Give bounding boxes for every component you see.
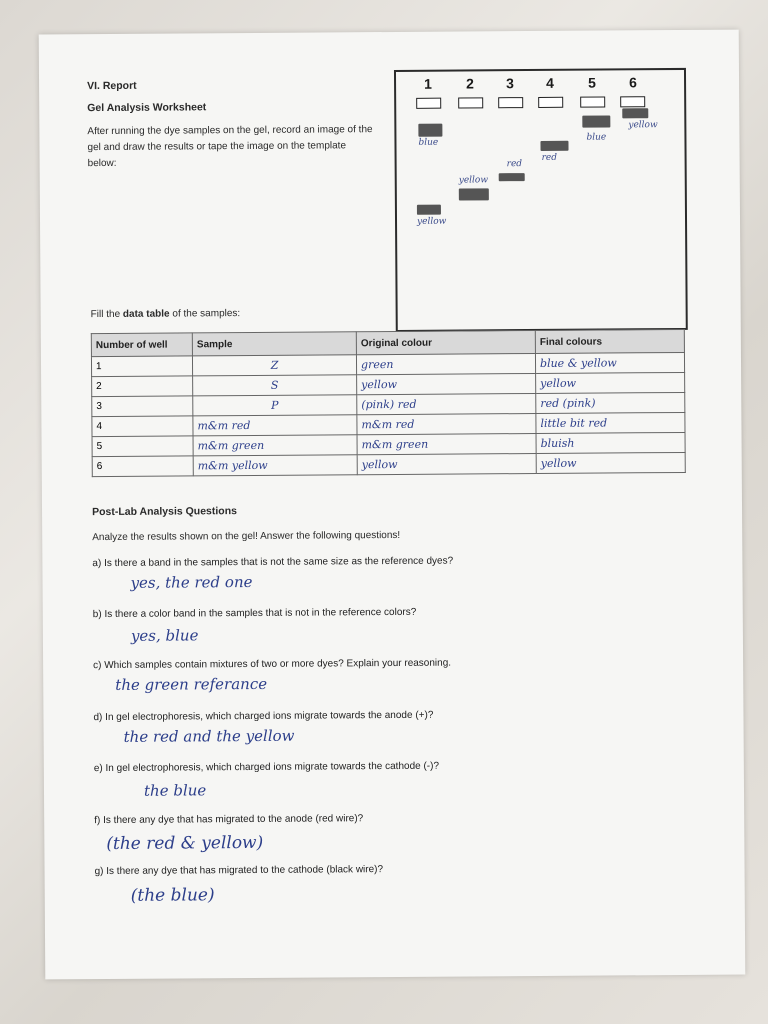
lane-number: 4	[546, 74, 554, 91]
gel-band	[622, 108, 648, 118]
well-number: 3	[92, 396, 193, 417]
final-colour-cell: yellow	[536, 452, 685, 473]
sample-cell: m&m green	[193, 435, 357, 456]
band-label: yellow	[416, 216, 447, 227]
table-intro-bold: data table	[122, 308, 170, 320]
question-f: f) Is there any dye that has migrated to the anode (red wire)?	[94, 813, 364, 827]
lane-number: 3	[506, 75, 514, 92]
table-intro	[91, 308, 241, 320]
original-colour-cell: yellow	[357, 373, 536, 394]
sample-cell: m&m red	[193, 415, 357, 436]
answer-c: the green referance	[115, 674, 268, 694]
sample-cell: P	[193, 395, 357, 416]
column-header: Sample	[192, 332, 356, 356]
lane-number: 1	[424, 75, 432, 92]
gel-band	[459, 188, 489, 200]
instructions: After running the dye samples on the gel, record an image of the gel and draw the results or tape the image on the template below:	[87, 124, 373, 170]
answer-f: (the red & yellow)	[106, 832, 264, 855]
gel-band	[499, 173, 525, 181]
answer-e: the blue	[143, 781, 207, 800]
question-e: e) In gel electrophoresis, which charged ions migrate towards the cathode (-)?	[93, 760, 440, 775]
band-label: red	[506, 159, 523, 170]
data-table	[91, 329, 686, 477]
lane-number: 2	[466, 75, 474, 92]
post-lab-title: Post-Lab Analysis Questions	[92, 505, 237, 519]
gel-well	[458, 97, 483, 108]
original-colour-cell: m&m red	[357, 413, 536, 434]
well-number: 2	[92, 376, 193, 397]
answer-b: yes, blue	[130, 626, 199, 645]
worksheet-page	[39, 30, 746, 980]
band-label: yellow	[628, 120, 658, 131]
column-header: Final colours	[535, 329, 684, 353]
final-colour-cell: little bit red	[536, 412, 685, 433]
well-number: 1	[91, 356, 192, 377]
gel-well	[416, 98, 441, 109]
well-number: 6	[92, 456, 193, 477]
sample-cell: Z	[192, 355, 356, 376]
column-header: Number of well	[91, 333, 192, 357]
answer-a: yes, the red one	[130, 572, 253, 592]
final-colour-cell: yellow	[536, 372, 685, 393]
lane-number: 5	[588, 74, 596, 91]
question-b: b) Is there a color band in the samples that is not in the reference colors?	[92, 606, 417, 621]
gel-well	[580, 97, 605, 108]
table-row	[92, 452, 685, 476]
final-colour-cell: red (pink)	[536, 392, 685, 413]
gel-band	[418, 124, 442, 137]
gel-well	[498, 97, 523, 108]
sample-cell: S	[193, 375, 357, 396]
well-number: 4	[92, 416, 193, 437]
band-label: red	[541, 152, 558, 163]
answer-g: (the blue)	[130, 885, 215, 906]
original-colour-cell: green	[356, 353, 535, 374]
table-intro-suffix: of the samples:	[169, 308, 241, 320]
original-colour-cell: (pink) red	[357, 393, 536, 414]
worksheet-title: Gel Analysis Worksheet	[87, 101, 207, 115]
sample-cell: m&m yellow	[193, 455, 357, 476]
question-c: c) Which samples contain mixtures of two or more dyes? Explain your reasoning.	[93, 657, 452, 672]
lane-number: 6	[629, 74, 637, 91]
band-label: yellow	[458, 175, 489, 186]
gel-well	[620, 96, 645, 107]
gel-band	[582, 115, 610, 127]
section-heading: VI. Report	[87, 79, 137, 93]
band-label: blue	[418, 137, 439, 148]
gel-well	[538, 97, 563, 108]
gel-band	[417, 205, 441, 215]
gel-template	[394, 68, 688, 332]
question-g: g) Is there any dye that has migrated to the cathode (black wire)?	[94, 864, 384, 878]
gel-band	[540, 141, 568, 151]
final-colour-cell: blue & yellow	[535, 352, 684, 373]
column-header: Original colour	[356, 330, 535, 354]
table-intro-prefix: Fill the	[90, 308, 123, 321]
question-d: d) In gel electrophoresis, which charged ions migrate towards the anode (+)?	[93, 709, 434, 724]
band-label: blue	[586, 132, 607, 143]
question-a: a) Is there a band in the samples that is not the same size as the reference dyes?	[92, 555, 454, 570]
original-colour-cell: m&m green	[357, 433, 536, 454]
well-number: 5	[92, 436, 193, 457]
post-lab-intro: Analyze the results shown on the gel! Answer the following questions!	[92, 529, 401, 544]
original-colour-cell: yellow	[357, 453, 536, 474]
final-colour-cell: bluish	[536, 432, 685, 453]
answer-d: the red and the yellow	[123, 726, 295, 746]
